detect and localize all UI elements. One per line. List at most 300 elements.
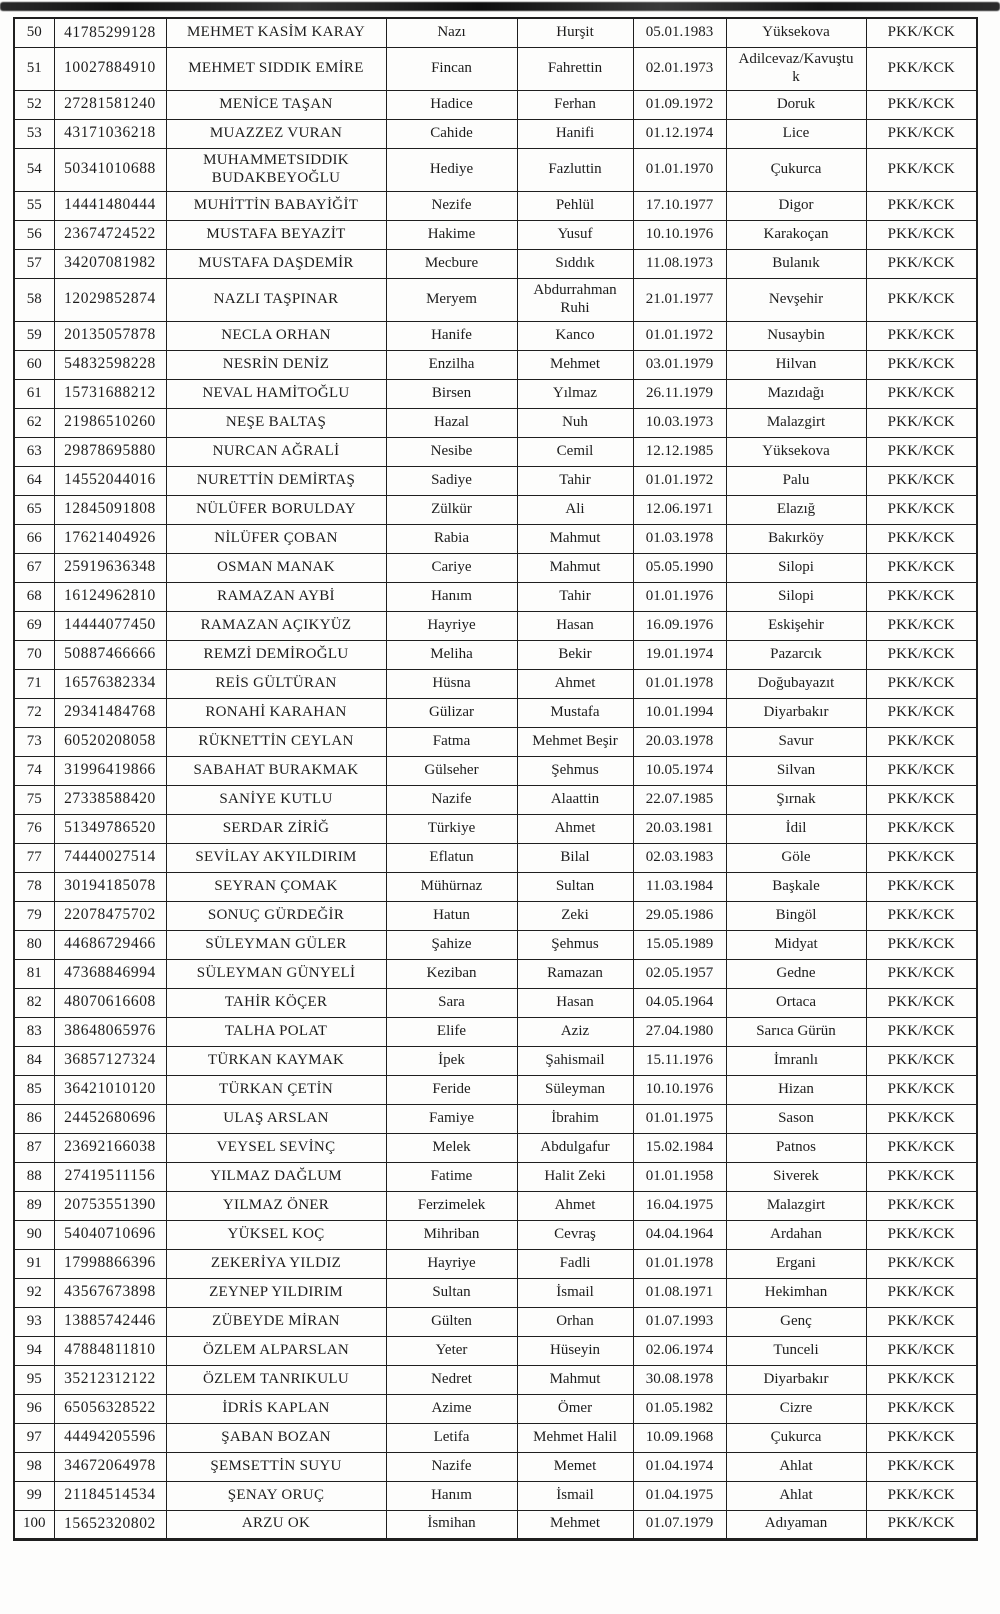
cell-mother-name: Enzilha [386,350,517,379]
cell-birth-place: Silopi [726,582,866,611]
cell-birth-date: 12.12.1985 [633,437,726,466]
cell-birth-place: Sason [726,1104,866,1133]
cell-mother-name: Hanife [386,321,517,350]
cell-national-id: 21184514534 [54,1481,166,1510]
cell-mother-name: Zülkür [386,495,517,524]
table-row [14,698,977,727]
cell-row-number: 71 [14,669,54,698]
cell-national-id: 48070616608 [54,988,166,1017]
cell-mother-name: Famiye [386,1104,517,1133]
cell-full-name: TAHİR KÖÇER [166,988,386,1017]
cell-father-name: Sultan [517,872,633,901]
cell-father-name: Ahmet [517,814,633,843]
cell-birth-date: 10.09.1968 [633,1423,726,1452]
table-row [14,727,977,756]
table-row [14,843,977,872]
table-row [14,1510,977,1539]
cell-birth-date: 29.05.1986 [633,901,726,930]
cell-national-id: 34207081982 [54,249,166,278]
cell-birth-date: 30.08.1978 [633,1365,726,1394]
cell-full-name: ŞEMSETTİN SUYU [166,1452,386,1481]
cell-organization: PKK/KCK [866,1452,977,1481]
cell-birth-date: 20.03.1981 [633,814,726,843]
cell-father-name: Mahmut [517,524,633,553]
cell-national-id: 50341010688 [54,148,166,191]
cell-father-name: Bilal [517,843,633,872]
cell-full-name: SERDAR ZİRİĞ [166,814,386,843]
cell-national-id: 43171036218 [54,119,166,148]
cell-mother-name: Birsen [386,379,517,408]
cell-birth-place: Pazarcık [726,640,866,669]
cell-organization: PKK/KCK [866,611,977,640]
cell-organization: PKK/KCK [866,90,977,119]
cell-row-number: 56 [14,220,54,249]
cell-mother-name: Şahize [386,930,517,959]
table-row [14,1481,977,1510]
cell-organization: PKK/KCK [866,249,977,278]
table-row [14,379,977,408]
cell-birth-date: 01.03.1978 [633,524,726,553]
cell-birth-place: Hilvan [726,350,866,379]
cell-row-number: 77 [14,843,54,872]
cell-father-name: Ahmet [517,669,633,698]
cell-birth-place: İdil [726,814,866,843]
cell-birth-place: İmranlı [726,1046,866,1075]
cell-father-name: Zeki [517,901,633,930]
cell-birth-date: 10.03.1973 [633,408,726,437]
cell-full-name: MUHAMMETSIDDIK BUDAKBEYOĞLU [166,148,386,191]
cell-birth-date: 01.01.1972 [633,321,726,350]
cell-birth-place: Siverek [726,1162,866,1191]
cell-father-name: Mustafa [517,698,633,727]
cell-national-id: 25919636348 [54,553,166,582]
table-row [14,1307,977,1336]
cell-father-name: Mehmet Halil [517,1423,633,1452]
cell-father-name: Şehmus [517,756,633,785]
cell-birth-place: Bingöl [726,901,866,930]
table-row [14,408,977,437]
cell-organization: PKK/KCK [866,1220,977,1249]
cell-full-name: SABAHAT BURAKMAK [166,756,386,785]
cell-mother-name: Hatun [386,901,517,930]
cell-birth-date: 19.01.1974 [633,640,726,669]
cell-full-name: ARZU OK [166,1510,386,1539]
cell-full-name: SONUÇ GÜRDEĞİR [166,901,386,930]
cell-birth-date: 10.01.1994 [633,698,726,727]
table-row [14,350,977,379]
table-row [14,640,977,669]
cell-national-id: 27281581240 [54,90,166,119]
cell-organization: PKK/KCK [866,1336,977,1365]
cell-birth-date: 04.05.1964 [633,988,726,1017]
cell-mother-name: Hazal [386,408,517,437]
cell-national-id: 36421010120 [54,1075,166,1104]
cell-row-number: 69 [14,611,54,640]
cell-row-number: 57 [14,249,54,278]
table-row [14,553,977,582]
cell-organization: PKK/KCK [866,495,977,524]
cell-full-name: SEVİLAY AKYILDIRIM [166,843,386,872]
cell-full-name: MUSTAFA BEYAZİT [166,220,386,249]
cell-father-name: Ömer [517,1394,633,1423]
cell-full-name: NECLA ORHAN [166,321,386,350]
cell-row-number: 87 [14,1133,54,1162]
cell-national-id: 51349786520 [54,814,166,843]
cell-national-id: 29341484768 [54,698,166,727]
cell-row-number: 68 [14,582,54,611]
cell-row-number: 61 [14,379,54,408]
cell-national-id: 35212312122 [54,1365,166,1394]
cell-birth-place: Şırnak [726,785,866,814]
cell-birth-date: 01.01.1976 [633,582,726,611]
cell-father-name: Orhan [517,1307,633,1336]
cell-full-name: MUHİTTİN BABAYİĞİT [166,191,386,220]
cell-birth-place: Adıyaman [726,1510,866,1539]
cell-birth-place: Doğubayazıt [726,669,866,698]
table-row [14,1249,977,1278]
table-row [14,611,977,640]
cell-mother-name: Hadice [386,90,517,119]
cell-row-number: 53 [14,119,54,148]
cell-full-name: NURETTİN DEMİRTAŞ [166,466,386,495]
cell-full-name: REİS GÜLTÜRAN [166,669,386,698]
cell-father-name: İbrahim [517,1104,633,1133]
cell-mother-name: Elife [386,1017,517,1046]
cell-birth-date: 02.03.1983 [633,843,726,872]
cell-birth-place: Hekimhan [726,1278,866,1307]
cell-national-id: 38648065976 [54,1017,166,1046]
cell-national-id: 43567673898 [54,1278,166,1307]
table-row [14,524,977,553]
cell-full-name: ZEKERİYA YILDIZ [166,1249,386,1278]
cell-mother-name: Nazife [386,1452,517,1481]
table-row [14,582,977,611]
cell-row-number: 75 [14,785,54,814]
cell-father-name: Şahismail [517,1046,633,1075]
cell-father-name: Tahir [517,466,633,495]
cell-birth-date: 10.10.1976 [633,1075,726,1104]
cell-mother-name: Hanım [386,582,517,611]
cell-row-number: 51 [14,47,54,90]
table-row [14,785,977,814]
cell-national-id: 22078475702 [54,901,166,930]
cell-organization: PKK/KCK [866,1191,977,1220]
cell-birth-place: Cizre [726,1394,866,1423]
cell-birth-place: Diyarbakır [726,698,866,727]
cell-full-name: TÜRKAN ÇETİN [166,1075,386,1104]
cell-birth-place: Genç [726,1307,866,1336]
cell-birth-date: 02.05.1957 [633,959,726,988]
cell-organization: PKK/KCK [866,872,977,901]
cell-birth-place: Patnos [726,1133,866,1162]
cell-organization: PKK/KCK [866,814,977,843]
cell-national-id: 12845091808 [54,495,166,524]
cell-organization: PKK/KCK [866,1046,977,1075]
cell-mother-name: Sultan [386,1278,517,1307]
cell-birth-place: Diyarbakır [726,1365,866,1394]
cell-organization: PKK/KCK [866,1423,977,1452]
cell-row-number: 81 [14,959,54,988]
cell-row-number: 63 [14,437,54,466]
cell-organization: PKK/KCK [866,379,977,408]
cell-national-id: 47368846994 [54,959,166,988]
cell-mother-name: Letifa [386,1423,517,1452]
cell-birth-place: Tunceli [726,1336,866,1365]
cell-full-name: ZEYNEP YILDIRIM [166,1278,386,1307]
cell-full-name: SÜLEYMAN GÜNYELİ [166,959,386,988]
cell-birth-date: 01.01.1975 [633,1104,726,1133]
cell-full-name: MEHMET KASİM KARAY [166,18,386,47]
cell-mother-name: Melek [386,1133,517,1162]
cell-organization: PKK/KCK [866,1481,977,1510]
table-row [14,756,977,785]
cell-birth-place: Digor [726,191,866,220]
cell-national-id: 10027884910 [54,47,166,90]
cell-birth-place: Midyat [726,930,866,959]
cell-row-number: 72 [14,698,54,727]
cell-national-id: 27338588420 [54,785,166,814]
cell-birth-place: Yüksekova [726,18,866,47]
cell-birth-date: 01.01.1978 [633,1249,726,1278]
cell-father-name: İsmail [517,1481,633,1510]
table-row [14,1452,977,1481]
cell-full-name: TÜRKAN KAYMAK [166,1046,386,1075]
cell-birth-date: 01.05.1982 [633,1394,726,1423]
cell-father-name: Abdulgafur [517,1133,633,1162]
cell-row-number: 66 [14,524,54,553]
cell-birth-date: 01.08.1971 [633,1278,726,1307]
table-row [14,249,977,278]
table-row [14,1220,977,1249]
cell-organization: PKK/KCK [866,321,977,350]
cell-birth-date: 01.07.1993 [633,1307,726,1336]
cell-row-number: 85 [14,1075,54,1104]
cell-birth-date: 02.01.1973 [633,47,726,90]
cell-father-name: Mehmet [517,1510,633,1539]
cell-national-id: 44494205596 [54,1423,166,1452]
cell-mother-name: Nezife [386,191,517,220]
cell-row-number: 90 [14,1220,54,1249]
cell-national-id: 12029852874 [54,278,166,321]
cell-birth-date: 05.01.1983 [633,18,726,47]
cell-mother-name: Cariye [386,553,517,582]
cell-mother-name: Fincan [386,47,517,90]
cell-mother-name: İsmihan [386,1510,517,1539]
cell-organization: PKK/KCK [866,1510,977,1539]
cell-row-number: 97 [14,1423,54,1452]
cell-mother-name: Nazife [386,785,517,814]
table-row [14,1017,977,1046]
cell-birth-place: Karakoçan [726,220,866,249]
cell-full-name: OSMAN MANAK [166,553,386,582]
table-row [14,437,977,466]
cell-mother-name: Nedret [386,1365,517,1394]
cell-national-id: 13885742446 [54,1307,166,1336]
cell-mother-name: Sadiye [386,466,517,495]
cell-mother-name: Gülten [386,1307,517,1336]
cell-national-id: 17998866396 [54,1249,166,1278]
person-roster-table [13,17,978,1541]
table-row [14,1075,977,1104]
cell-national-id: 44686729466 [54,930,166,959]
cell-organization: PKK/KCK [866,1307,977,1336]
cell-father-name: Mahmut [517,553,633,582]
cell-father-name: Kanco [517,321,633,350]
cell-full-name: MEHMET SIDDIK EMİRE [166,47,386,90]
cell-father-name: Abdurrahman Ruhi [517,278,633,321]
cell-birth-date: 02.06.1974 [633,1336,726,1365]
cell-mother-name: Hayriye [386,611,517,640]
cell-birth-place: Savur [726,727,866,756]
cell-mother-name: Hayriye [386,1249,517,1278]
cell-row-number: 60 [14,350,54,379]
cell-organization: PKK/KCK [866,47,977,90]
cell-national-id: 14441480444 [54,191,166,220]
cell-birth-place: Adilcevaz/Kavuştuk [726,47,866,90]
table-row [14,814,977,843]
cell-birth-place: Çukurca [726,148,866,191]
cell-full-name: YILMAZ DAĞLUM [166,1162,386,1191]
table-row [14,872,977,901]
cell-father-name: Tahir [517,582,633,611]
cell-national-id: 15731688212 [54,379,166,408]
cell-mother-name: Fatma [386,727,517,756]
cell-father-name: Cemil [517,437,633,466]
cell-mother-name: Hediye [386,148,517,191]
cell-organization: PKK/KCK [866,524,977,553]
cell-row-number: 62 [14,408,54,437]
cell-organization: PKK/KCK [866,727,977,756]
cell-organization: PKK/KCK [866,437,977,466]
cell-national-id: 24452680696 [54,1104,166,1133]
cell-organization: PKK/KCK [866,220,977,249]
cell-organization: PKK/KCK [866,350,977,379]
cell-birth-date: 04.04.1964 [633,1220,726,1249]
cell-mother-name: Meliha [386,640,517,669]
cell-national-id: 47884811810 [54,1336,166,1365]
cell-birth-date: 01.01.1972 [633,466,726,495]
cell-organization: PKK/KCK [866,1278,977,1307]
cell-father-name: Fahrettin [517,47,633,90]
cell-row-number: 59 [14,321,54,350]
cell-full-name: ŞENAY ORUÇ [166,1481,386,1510]
cell-row-number: 80 [14,930,54,959]
cell-row-number: 55 [14,191,54,220]
cell-birth-date: 11.03.1984 [633,872,726,901]
cell-organization: PKK/KCK [866,1133,977,1162]
cell-birth-place: Silopi [726,553,866,582]
cell-father-name: Hasan [517,611,633,640]
cell-row-number: 65 [14,495,54,524]
cell-father-name: Fazluttin [517,148,633,191]
cell-father-name: Mehmet [517,350,633,379]
cell-national-id: 65056328522 [54,1394,166,1423]
cell-father-name: Ferhan [517,90,633,119]
cell-birth-date: 01.09.1972 [633,90,726,119]
table-row [14,278,977,321]
cell-birth-date: 01.12.1974 [633,119,726,148]
cell-national-id: 41785299128 [54,18,166,47]
cell-father-name: Pehlül [517,191,633,220]
cell-birth-place: Gedne [726,959,866,988]
cell-organization: PKK/KCK [866,640,977,669]
cell-father-name: Cevraş [517,1220,633,1249]
cell-father-name: Yılmaz [517,379,633,408]
cell-birth-place: Silvan [726,756,866,785]
cell-birth-date: 21.01.1977 [633,278,726,321]
cell-mother-name: Feride [386,1075,517,1104]
cell-full-name: VEYSEL SEVİNÇ [166,1133,386,1162]
cell-birth-place: Çukurca [726,1423,866,1452]
cell-birth-date: 15.11.1976 [633,1046,726,1075]
cell-full-name: NÜLÜFER BORULDAY [166,495,386,524]
table-row [14,90,977,119]
cell-row-number: 78 [14,872,54,901]
cell-full-name: RAMAZAN AYBİ [166,582,386,611]
cell-mother-name: Hakime [386,220,517,249]
cell-full-name: MUAZZEZ VURAN [166,119,386,148]
cell-birth-place: Malazgirt [726,1191,866,1220]
cell-birth-date: 16.09.1976 [633,611,726,640]
table-row [14,988,977,1017]
cell-full-name: SEYRAN ÇOMAK [166,872,386,901]
table-row [14,466,977,495]
cell-row-number: 67 [14,553,54,582]
cell-mother-name: Keziban [386,959,517,988]
cell-national-id: 74440027514 [54,843,166,872]
cell-national-id: 14444077450 [54,611,166,640]
cell-birth-date: 01.07.1979 [633,1510,726,1539]
cell-father-name: Nuh [517,408,633,437]
cell-organization: PKK/KCK [866,1075,977,1104]
table-body [14,18,977,1539]
cell-mother-name: Türkiye [386,814,517,843]
cell-father-name: Yusuf [517,220,633,249]
cell-birth-place: Eskişehir [726,611,866,640]
cell-birth-place: Palu [726,466,866,495]
cell-full-name: NAZLI TAŞPINAR [166,278,386,321]
cell-row-number: 74 [14,756,54,785]
cell-row-number: 100 [14,1510,54,1539]
table-row [14,1046,977,1075]
cell-national-id: 54832598228 [54,350,166,379]
cell-father-name: Ahmet [517,1191,633,1220]
cell-national-id: 23692166038 [54,1133,166,1162]
table-row [14,191,977,220]
cell-birth-date: 01.01.1958 [633,1162,726,1191]
cell-organization: PKK/KCK [866,1104,977,1133]
cell-row-number: 93 [14,1307,54,1336]
cell-mother-name: Gülseher [386,756,517,785]
cell-father-name: Hurşit [517,18,633,47]
cell-birth-date: 10.10.1976 [633,220,726,249]
cell-organization: PKK/KCK [866,553,977,582]
cell-birth-place: Malazgirt [726,408,866,437]
cell-organization: PKK/KCK [866,669,977,698]
cell-birth-place: Doruk [726,90,866,119]
cell-row-number: 99 [14,1481,54,1510]
cell-birth-date: 01.04.1974 [633,1452,726,1481]
cell-row-number: 82 [14,988,54,1017]
cell-mother-name: Nazı [386,18,517,47]
cell-father-name: Fadli [517,1249,633,1278]
cell-national-id: 36857127324 [54,1046,166,1075]
cell-mother-name: Meryem [386,278,517,321]
cell-birth-place: Başkale [726,872,866,901]
cell-father-name: Ramazan [517,959,633,988]
cell-row-number: 54 [14,148,54,191]
cell-birth-place: Sarıca Gürün [726,1017,866,1046]
